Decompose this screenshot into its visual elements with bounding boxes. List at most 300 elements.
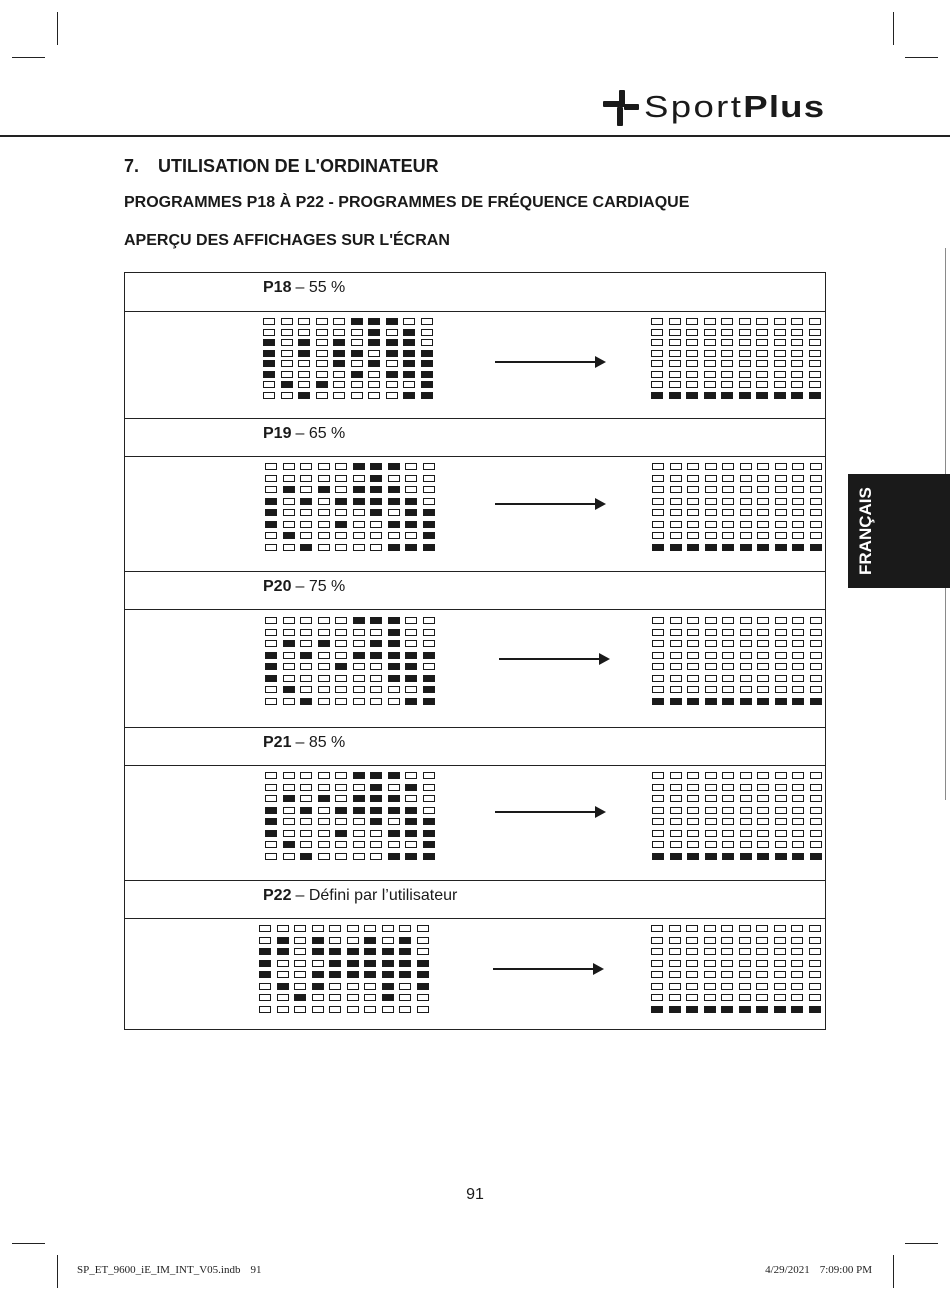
led-segment-on (421, 381, 433, 388)
led-segment-off (740, 498, 752, 505)
led-segment-off (283, 544, 295, 551)
led-segment-on (403, 329, 415, 336)
led-segment-off (329, 925, 341, 932)
led-segment-off (740, 818, 752, 825)
led-segment-on (353, 807, 365, 814)
led-segment-off (265, 617, 277, 624)
led-segment-off (651, 937, 663, 944)
led-segment-off (318, 617, 330, 624)
led-segment-on (405, 675, 417, 682)
led-segment-off (423, 486, 435, 493)
led-segment-on (388, 772, 400, 779)
led-segment-on (704, 392, 716, 399)
led-segment-off (687, 629, 699, 636)
led-segment-on (405, 652, 417, 659)
led-segment-off (757, 675, 769, 682)
led-segment-on (277, 983, 289, 990)
led-segment-off (774, 925, 786, 932)
led-segment-on (364, 971, 376, 978)
led-segment-off (722, 830, 734, 837)
led-segment-off (421, 339, 433, 346)
led-segment-on (265, 807, 277, 814)
led-segment-off (721, 360, 733, 367)
led-segment-off (312, 1006, 324, 1013)
led-segment-on (740, 853, 752, 860)
led-segment-off (739, 339, 751, 346)
led-segment-off (757, 795, 769, 802)
led-segment-off (722, 617, 734, 624)
program-code: P20 (263, 578, 292, 595)
led-segment-on (405, 663, 417, 670)
arrow-right-icon (493, 963, 604, 975)
led-segment-off (335, 675, 347, 682)
led-segment-off (277, 994, 289, 1001)
program-code: P21 (263, 734, 292, 751)
led-segment-off (810, 498, 822, 505)
led-segment-off (669, 381, 681, 388)
led-segment-off (739, 948, 751, 955)
led-segment-on (757, 544, 769, 551)
led-segment-off (370, 675, 382, 682)
led-segment-on (318, 795, 330, 802)
led-segment-off (370, 663, 382, 670)
led-segment-off (283, 521, 295, 528)
crop-mark-top-right-vertical (893, 12, 894, 45)
led-segment-off (670, 652, 682, 659)
led-segment-on (756, 1006, 768, 1013)
led-segment-off (704, 329, 716, 336)
led-segment-off (347, 937, 359, 944)
led-segment-on (670, 698, 682, 705)
led-segment-off (809, 948, 821, 955)
led-segment-on (370, 498, 382, 505)
led-segment-off (335, 532, 347, 539)
led-segment-off (757, 663, 769, 670)
led-segment-on (370, 509, 382, 516)
led-segment-off (809, 937, 821, 944)
led-segment-off (705, 486, 717, 493)
led-segment-off (347, 1006, 359, 1013)
led-segment-off (670, 509, 682, 516)
led-segment-off (300, 640, 312, 647)
led-segment-on (405, 698, 417, 705)
led-segment-off (405, 532, 417, 539)
led-segment-off (652, 686, 664, 693)
led-segment-on (756, 392, 768, 399)
led-segment-off (353, 830, 365, 837)
led-segment-off (316, 360, 328, 367)
led-segment-off (388, 841, 400, 848)
led-segment-off (669, 994, 681, 1001)
led-segment-off (791, 937, 803, 944)
led-segment-off (756, 983, 768, 990)
arrow-right-icon (495, 498, 606, 510)
led-segment-off (652, 663, 664, 670)
led-segment-on (283, 686, 295, 693)
arrow-shaft (493, 968, 594, 970)
led-segment-off (705, 463, 717, 470)
led-segment-off (669, 925, 681, 932)
led-segment-off (775, 784, 787, 791)
led-segment-off (687, 486, 699, 493)
led-segment-off (652, 784, 664, 791)
led-segment-off (721, 329, 733, 336)
led-segment-on (353, 652, 365, 659)
led-segment-off (294, 983, 306, 990)
led-segment-off (704, 960, 716, 967)
led-segment-on (368, 339, 380, 346)
led-segment-off (283, 807, 295, 814)
led-segment-on (300, 698, 312, 705)
led-segment-off (417, 937, 429, 944)
led-segment-on (370, 475, 382, 482)
led-segment-off (329, 937, 341, 944)
led-segment-off (686, 360, 698, 367)
led-segment-off (687, 652, 699, 659)
led-segment-off (775, 686, 787, 693)
program-display-row-p18 (125, 311, 825, 418)
led-segment-off (353, 698, 365, 705)
arrow-shaft (495, 361, 596, 363)
led-segment-on (388, 795, 400, 802)
led-segment-off (333, 329, 345, 336)
led-segment-on (351, 371, 363, 378)
led-segment-off (405, 795, 417, 802)
led-segment-off (364, 925, 376, 932)
logo-word-sport: Sport (644, 89, 744, 124)
led-segment-off (756, 971, 768, 978)
led-segment-off (353, 640, 365, 647)
led-segment-on (259, 960, 271, 967)
led-segment-off (423, 629, 435, 636)
led-segment-off (388, 698, 400, 705)
led-segment-off (792, 617, 804, 624)
led-segment-on (329, 948, 341, 955)
led-segment-on (792, 544, 804, 551)
led-segment-off (775, 807, 787, 814)
led-segment-off (351, 381, 363, 388)
led-segment-off (670, 807, 682, 814)
led-segment-on (388, 663, 400, 670)
led-segment-off (283, 509, 295, 516)
led-segment-off (669, 371, 681, 378)
led-segment-off (670, 784, 682, 791)
led-segment-off (316, 329, 328, 336)
led-segment-off (704, 983, 716, 990)
led-segment-off (722, 509, 734, 516)
led-segment-on (364, 937, 376, 944)
led-segment-on (740, 698, 752, 705)
led-segment-off (329, 1006, 341, 1013)
led-segment-off (423, 772, 435, 779)
led-segment-off (792, 486, 804, 493)
led-segment-off (740, 830, 752, 837)
led-segment-off (265, 629, 277, 636)
led-segment-off (353, 784, 365, 791)
led-segment-off (651, 329, 663, 336)
led-segment-on (316, 381, 328, 388)
print-footer-file (77, 1263, 261, 1277)
led-segment-off (318, 521, 330, 528)
led-segment-off (670, 686, 682, 693)
led-segment-off (318, 532, 330, 539)
led-segment-off (368, 371, 380, 378)
led-segment-off (405, 629, 417, 636)
led-segment-off (687, 818, 699, 825)
led-segment-off (651, 381, 663, 388)
led-segment-off (809, 371, 821, 378)
led-segment-on (370, 772, 382, 779)
led-segment-off (686, 381, 698, 388)
led-segment-on (370, 640, 382, 647)
led-segment-off (351, 360, 363, 367)
led-segment-on (353, 617, 365, 624)
led-segment-on (757, 698, 769, 705)
led-segment-off (757, 509, 769, 516)
led-segment-off (281, 339, 293, 346)
led-segment-off (756, 381, 768, 388)
led-segment-off (740, 841, 752, 848)
led-segment-on (265, 663, 277, 670)
led-segment-off (651, 948, 663, 955)
led-segment-off (300, 830, 312, 837)
led-segment-on (423, 698, 435, 705)
led-segment-off (335, 475, 347, 482)
led-segment-off (670, 532, 682, 539)
led-segment-off (775, 652, 787, 659)
led-segment-off (405, 841, 417, 848)
led-segment-off (405, 617, 417, 624)
led-segment-off (652, 629, 664, 636)
led-segment-off (791, 983, 803, 990)
led-segment-off (792, 663, 804, 670)
led-segment-off (739, 329, 751, 336)
led-segment-off (791, 329, 803, 336)
led-segment-on (318, 640, 330, 647)
led-segment-on (423, 544, 435, 551)
led-segment-on (421, 350, 433, 357)
led-segment-off (399, 1006, 411, 1013)
led-segment-on (403, 392, 415, 399)
led-segment-off (687, 617, 699, 624)
led-segment-on (705, 853, 717, 860)
led-segment-off (705, 830, 717, 837)
program-header-p21 (125, 727, 825, 765)
led-segment-off (739, 983, 751, 990)
led-segment-on (277, 937, 289, 944)
led-segment-off (775, 772, 787, 779)
led-segment-off (792, 675, 804, 682)
led-segment-off (259, 994, 271, 1001)
led-segment-off (774, 329, 786, 336)
led-segment-on (405, 521, 417, 528)
led-segment-off (265, 640, 277, 647)
led-segment-off (687, 830, 699, 837)
led-segment-on (388, 486, 400, 493)
led-segment-off (263, 381, 275, 388)
led-segment-off (792, 532, 804, 539)
led-segment-off (364, 994, 376, 1001)
led-segment-off (791, 971, 803, 978)
led-segment-off (740, 652, 752, 659)
led-segment-off (791, 339, 803, 346)
led-segment-off (686, 329, 698, 336)
led-segment-off (722, 795, 734, 802)
led-segment-on (399, 971, 411, 978)
led-segment-off (353, 629, 365, 636)
arrow-head (593, 963, 604, 975)
led-segment-off (687, 509, 699, 516)
led-segment-off (774, 948, 786, 955)
led-segment-off (335, 818, 347, 825)
crop-mark-bottom-left-vertical (57, 1255, 58, 1288)
led-segment-off (277, 960, 289, 967)
led-segment-off (792, 521, 804, 528)
led-segment-off (669, 960, 681, 967)
led-segment-off (370, 698, 382, 705)
led-segment-on (721, 392, 733, 399)
arrow-shaft (495, 503, 596, 505)
led-segment-off (721, 994, 733, 1001)
led-segment-off (318, 772, 330, 779)
led-segment-on (353, 498, 365, 505)
led-segment-off (259, 925, 271, 932)
program-target: – 85 % (295, 734, 346, 751)
led-segment-on (370, 795, 382, 802)
led-segment-off (386, 392, 398, 399)
led-segment-on (312, 948, 324, 955)
led-segment-on (312, 971, 324, 978)
led-segment-on (810, 544, 822, 551)
led-segment-off (318, 544, 330, 551)
led-segment-on (370, 818, 382, 825)
display-profile-before (259, 925, 429, 1013)
led-segment-off (705, 521, 717, 528)
led-segment-off (739, 960, 751, 967)
led-segment-off (705, 841, 717, 848)
led-segment-off (335, 652, 347, 659)
led-segment-off (792, 629, 804, 636)
led-segment-off (318, 652, 330, 659)
led-segment-off (721, 371, 733, 378)
print-footer-timestamp (765, 1263, 872, 1277)
led-segment-off (351, 392, 363, 399)
led-segment-off (370, 830, 382, 837)
led-segment-on (265, 652, 277, 659)
led-segment-off (312, 925, 324, 932)
led-segment-on (423, 841, 435, 848)
led-segment-off (423, 795, 435, 802)
led-segment-off (705, 617, 717, 624)
led-segment-on (388, 498, 400, 505)
sportplus-cross-icon (602, 88, 640, 128)
led-segment-off (757, 652, 769, 659)
arrow-head (599, 653, 610, 665)
led-segment-off (353, 521, 365, 528)
led-segment-off (652, 463, 664, 470)
led-segment-off (353, 686, 365, 693)
led-segment-on (791, 392, 803, 399)
led-segment-off (335, 686, 347, 693)
led-segment-on (364, 960, 376, 967)
led-segment-off (405, 475, 417, 482)
led-segment-off (368, 392, 380, 399)
led-segment-off (810, 629, 822, 636)
led-segment-on (386, 371, 398, 378)
led-segment-off (300, 532, 312, 539)
led-segment-off (364, 983, 376, 990)
led-segment-off (721, 925, 733, 932)
led-segment-off (739, 381, 751, 388)
led-segment-off (283, 475, 295, 482)
led-segment-off (739, 971, 751, 978)
led-segment-on (388, 853, 400, 860)
arrow-head (595, 356, 606, 368)
led-segment-on (686, 1006, 698, 1013)
led-segment-on (265, 521, 277, 528)
led-segment-off (809, 971, 821, 978)
led-segment-off (810, 784, 822, 791)
led-segment-off (652, 807, 664, 814)
led-segment-off (810, 532, 822, 539)
led-segment-on (739, 392, 751, 399)
display-profile-after (652, 772, 822, 860)
led-segment-on (300, 652, 312, 659)
led-segment-off (756, 329, 768, 336)
led-segment-on (705, 698, 717, 705)
led-segment-off (335, 486, 347, 493)
led-segment-off (687, 498, 699, 505)
led-segment-off (265, 475, 277, 482)
led-segment-off (774, 960, 786, 967)
led-segment-on (423, 675, 435, 682)
led-segment-off (775, 640, 787, 647)
led-segment-on (335, 521, 347, 528)
led-segment-on (353, 772, 365, 779)
led-segment-off (283, 463, 295, 470)
led-segment-off (687, 784, 699, 791)
led-segment-on (382, 983, 394, 990)
led-segment-on (335, 663, 347, 670)
led-segment-off (298, 360, 310, 367)
led-segment-off (370, 544, 382, 551)
led-segment-off (740, 807, 752, 814)
led-segment-on (423, 853, 435, 860)
led-segment-off (263, 392, 275, 399)
led-segment-off (704, 381, 716, 388)
led-segment-off (740, 509, 752, 516)
led-segment-off (283, 830, 295, 837)
led-segment-off (318, 807, 330, 814)
led-segment-off (298, 381, 310, 388)
led-segment-on (388, 617, 400, 624)
led-segment-off (294, 960, 306, 967)
led-segment-off (705, 663, 717, 670)
led-segment-off (756, 371, 768, 378)
led-segment-on (263, 360, 275, 367)
led-segment-on (405, 830, 417, 837)
led-segment-on (388, 544, 400, 551)
led-segment-off (774, 339, 786, 346)
led-segment-off (791, 960, 803, 967)
led-segment-off (774, 983, 786, 990)
footer-file-page: 91 (250, 1264, 262, 1276)
led-segment-on (417, 971, 429, 978)
led-segment-off (705, 498, 717, 505)
led-segment-off (382, 1006, 394, 1013)
led-segment-off (399, 994, 411, 1001)
led-segment-off (756, 994, 768, 1001)
